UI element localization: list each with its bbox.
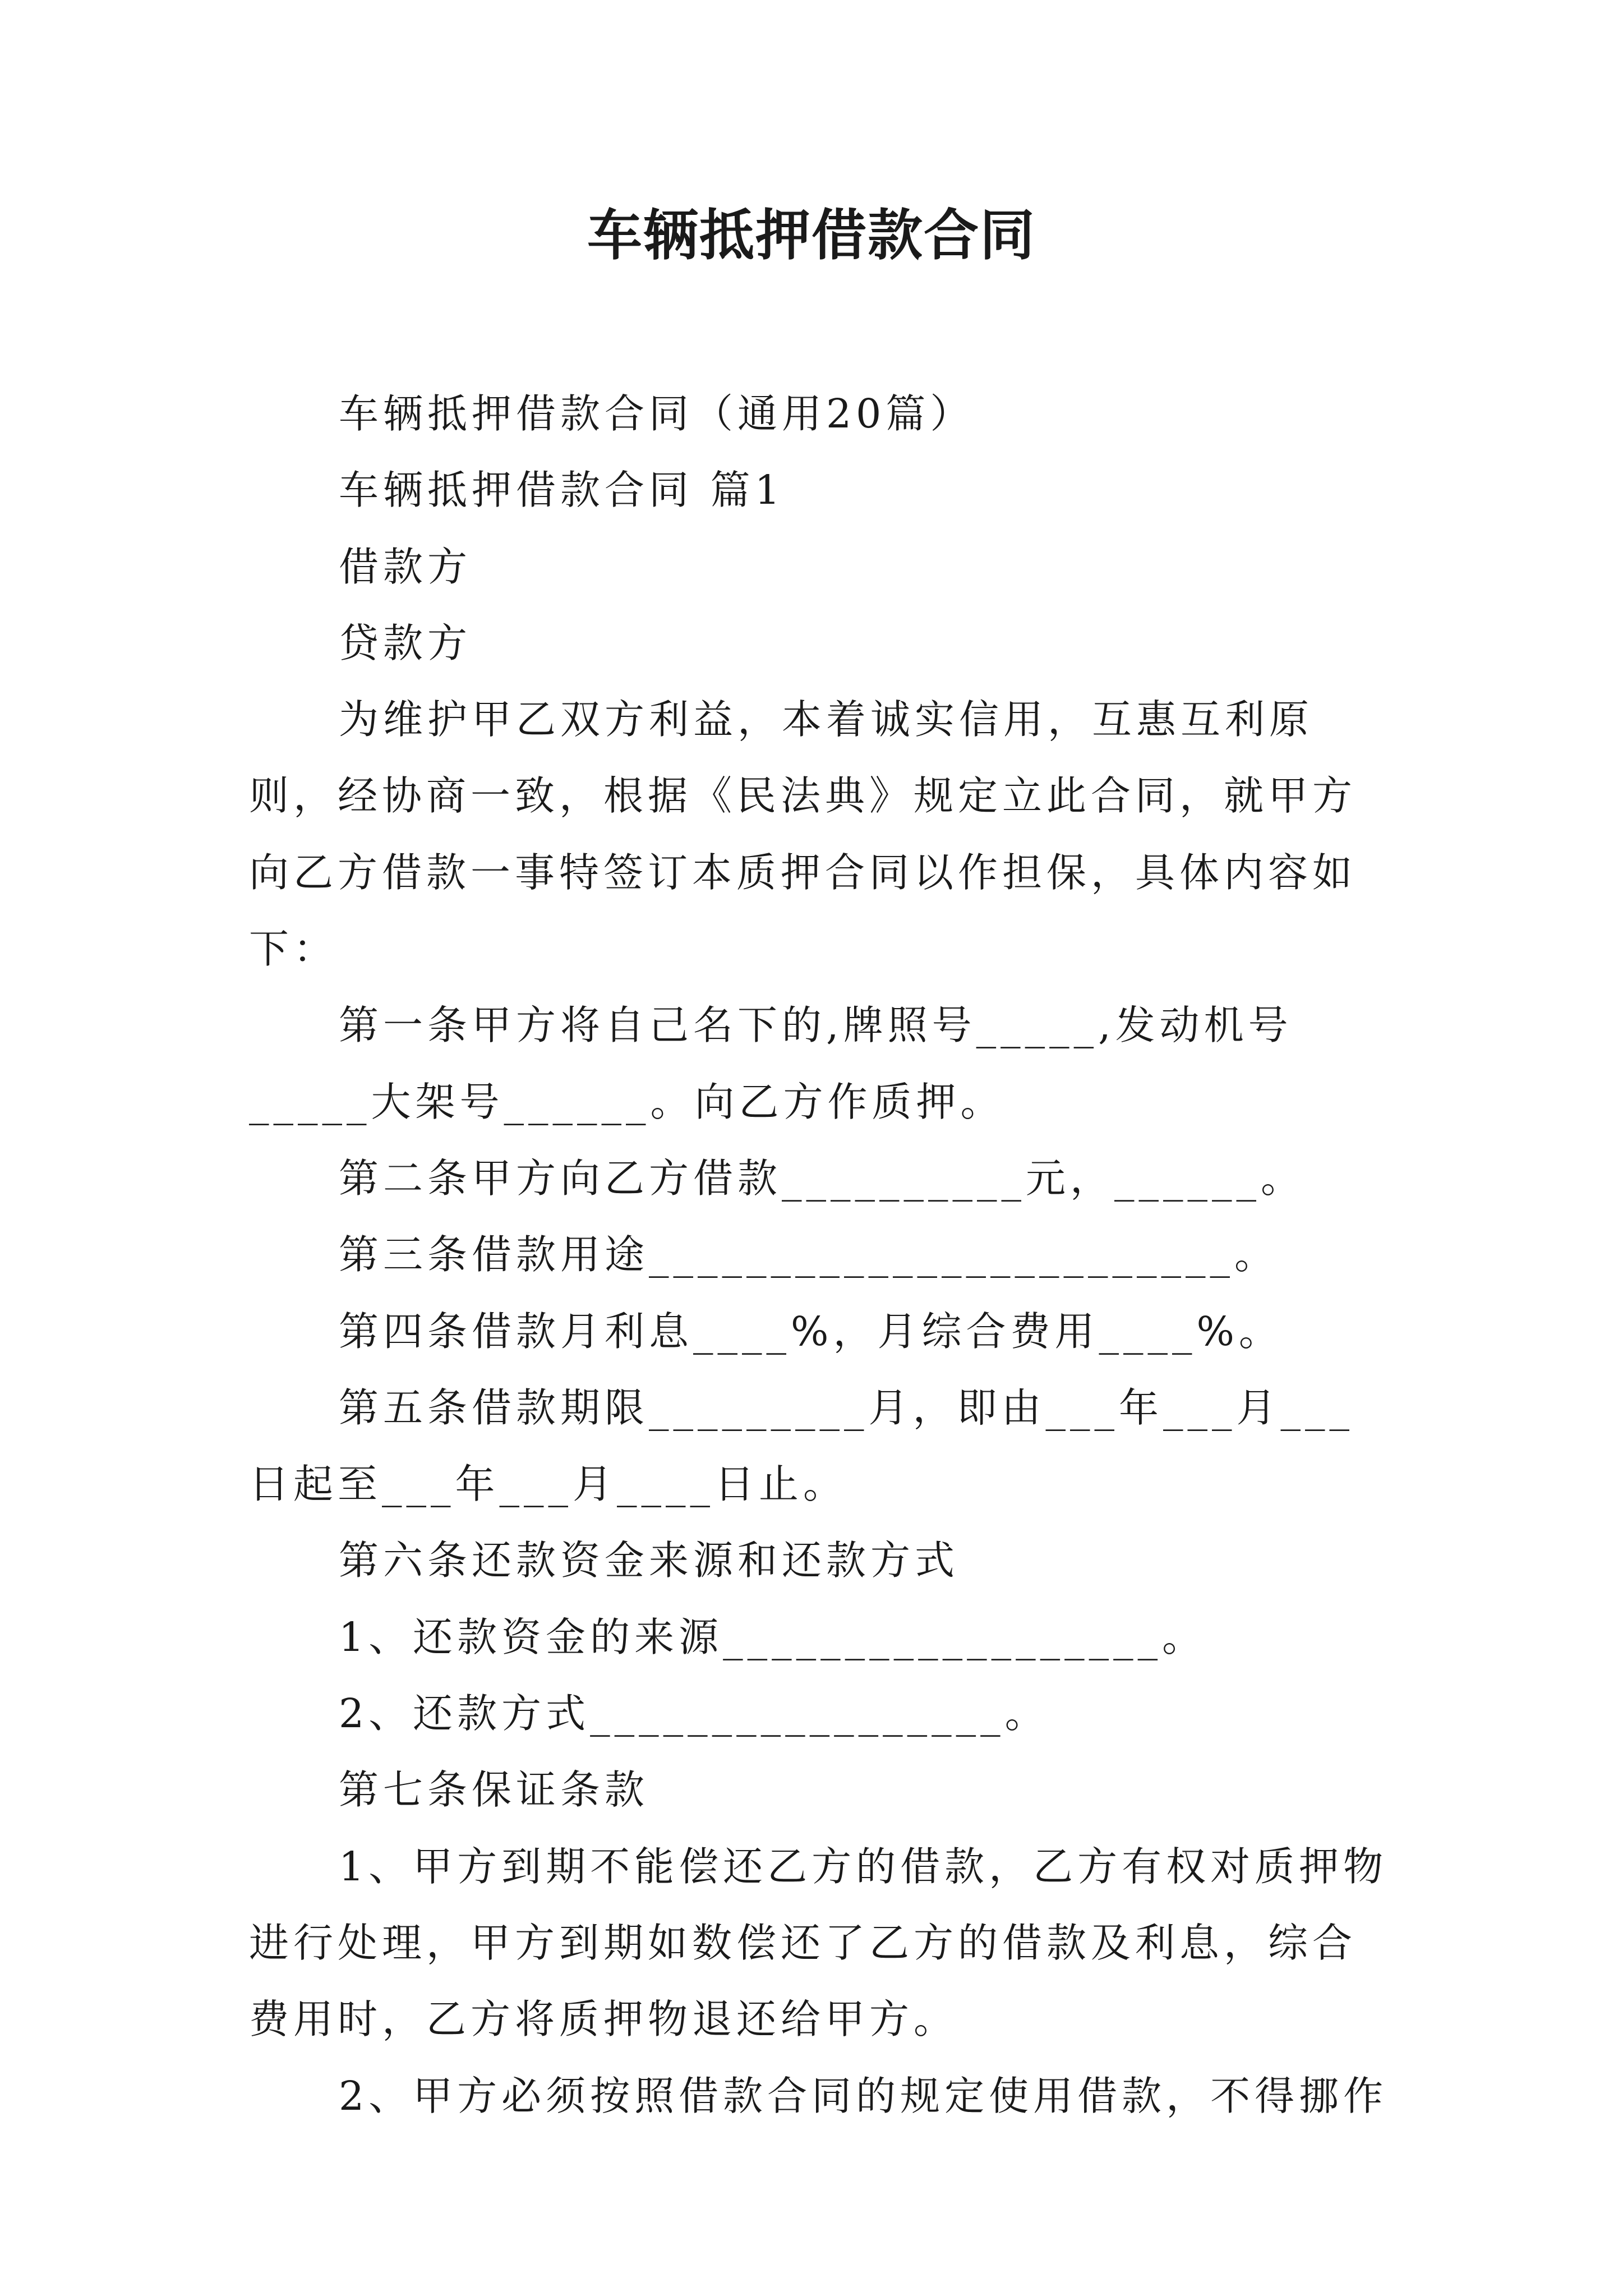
- document-body: [249, 376, 1393, 2134]
- paragraph: 借款方: [339, 543, 472, 590]
- paragraph: 第一条甲方将自己名下的,牌照号_____,发动机号_____大架号______。向乙方作质押。: [249, 1002, 1293, 1125]
- paragraph: 1、还款资金的来源__________________。: [339, 1613, 1207, 1660]
- paragraph: 为维护甲乙双方利益，本着诚实信用，互惠互利原则，经协商一致，根据《民法典》规定立此合同，就甲方向乙方借款一事特签订本质押合同以作担保，具体内容如下：: [249, 696, 1357, 973]
- paragraph: 贷款方: [339, 619, 472, 666]
- paragraph: 1、甲方到期不能偿还乙方的借款，乙方有权对质押物进行处理，甲方到期如数偿还了乙方的借款及利息，综合费用时，乙方将质押物退还给甲方。: [249, 1843, 1388, 2043]
- paragraph: 2、还款方式_________________。: [339, 1690, 1049, 1737]
- paragraph: 第四条借款月利息____%，月综合费用____%。: [339, 1308, 1283, 1355]
- paragraph: 车辆抵押借款合同 篇1: [339, 467, 785, 514]
- paragraph: 第二条甲方向乙方借款__________元，______。: [339, 1154, 1306, 1202]
- paragraph: 第三条借款用途________________________。: [339, 1231, 1279, 1278]
- paragraph: 第六条还款资金来源和还款方式: [339, 1537, 960, 1584]
- document-title: 车辆抵押借款合同: [587, 204, 1036, 268]
- paragraph: 2、甲方必须按照借款合同的规定使用借款，不得挪作: [339, 2072, 1388, 2119]
- paragraph: 第五条借款期限_________月，即由___年___月___日起至___年___月____日止。: [249, 1384, 1354, 1508]
- paragraph: 第七条保证条款: [339, 1766, 649, 1814]
- paragraph: 车辆抵押借款合同（通用20篇）: [339, 390, 975, 437]
